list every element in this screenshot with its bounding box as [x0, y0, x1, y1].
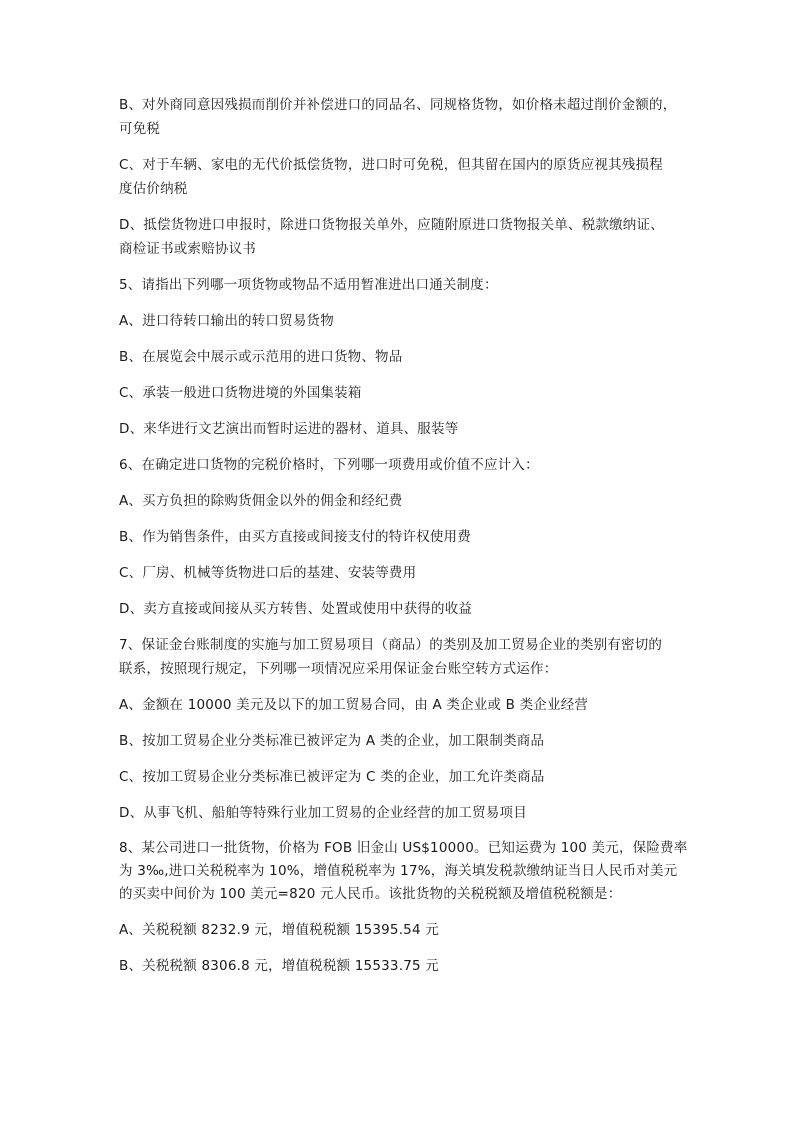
document-body [119, 93, 689, 990]
text-line: C、对于车辆、家电的无代价抵偿货物，进口时可免税，但其留在国内的原货应视其残损程 [119, 157, 663, 173]
text-line: D、从事飞机、船舶等特殊行业加工贸易的企业经营的加工贸易项目 [119, 805, 527, 821]
text-line: D、卖方直接或间接从买方转售、处置或使用中获得的收益 [119, 601, 473, 617]
text-line: B、关税税额 8306.8 元，增值税税额 15533.75 元 [119, 958, 439, 974]
text-line: B、作为销售条件，由买方直接或间接支付的特许权使用费 [119, 529, 471, 545]
text-line: A、买方负担的除购货佣金以外的佣金和经纪费 [119, 493, 403, 509]
q8-stem-paragraph [119, 837, 689, 906]
q7-option-b-paragraph [119, 729, 689, 753]
text-line: D、抵偿货物进口申报时，除进口货物报关单外，应随附原进口货物报关单、税款缴纳证、 [119, 217, 664, 233]
text-line: A、金额在 10000 美元及以下的加工贸易合同，由 A 类企业或 B 类企业经营 [119, 697, 589, 713]
text-line: 5、请指出下列哪一项货物或物品不适用暂准进出口通关制度： [119, 277, 498, 293]
q4-option-b-paragraph [119, 93, 689, 141]
q4-option-d-paragraph [119, 213, 689, 261]
text-line: 6、在确定进口货物的完税价格时，下列哪一项费用或价值不应计入： [119, 457, 539, 473]
q6-option-b-paragraph [119, 525, 689, 549]
text-line: D、来华进行文艺演出而暂时运进的器材、道具、服装等 [119, 421, 459, 437]
q8-option-b-paragraph [119, 954, 689, 978]
q4-option-c-paragraph [119, 153, 689, 201]
q6-option-a-paragraph [119, 489, 689, 513]
text-line: 的买卖中间价为 100 美元=820 元人民币。该批货物的关税税额及增值税税额是： [119, 886, 622, 902]
q5-option-b-paragraph [119, 345, 689, 369]
text-line: 联系，按照现行规定，下列哪一项情况应采用保证金台账空转方式运作： [119, 661, 558, 677]
text-line: B、按加工贸易企业分类标准已被评定为 A 类的企业，加工限制类商品 [119, 733, 545, 749]
q5-stem-paragraph [119, 273, 689, 297]
text-line: 商检证书或索赔协议书 [119, 241, 256, 257]
text-line: 7、保证金台账制度的实施与加工贸易项目（商品）的类别及加工贸易企业的类别有密切的 [119, 637, 663, 653]
q5-option-a-paragraph [119, 309, 689, 333]
text-line: 度估价纳税 [119, 181, 188, 197]
q7-option-a-paragraph [119, 693, 689, 717]
text-line: C、承装一般进口货物进境的外国集装箱 [119, 385, 362, 401]
q6-option-c-paragraph [119, 561, 689, 585]
text-line: C、按加工贸易企业分类标准已被评定为 C 类的企业，加工允许类商品 [119, 769, 545, 785]
q7-stem-paragraph [119, 633, 689, 681]
text-line: 8、某公司进口一批货物，价格为 FOB 旧金山 US$10000。已知运费为 100 美元，保险费率 [119, 840, 688, 856]
q7-option-d-paragraph [119, 801, 689, 825]
q5-option-c-paragraph [119, 381, 689, 405]
q5-option-d-paragraph [119, 417, 689, 441]
text-line: B、对外商同意因残损而削价并补偿进口的同品名、同规格货物，如价格未超过削价金额的， [119, 97, 677, 113]
text-line: A、进口待转口输出的转口贸易货物 [119, 313, 334, 329]
text-line: B、在展览会中展示或示范用的进口货物、物品 [119, 349, 403, 365]
text-line: 为 3‰,进口关税税率为 10%，增值税税率为 17%，海关填发税款缴纳证当日人民币对美元 [119, 863, 678, 879]
text-line: A、关税税额 8232.9 元，增值税税额 15395.54 元 [119, 922, 439, 938]
q7-option-c-paragraph [119, 765, 689, 789]
text-line: 可免税 [119, 121, 161, 137]
q6-stem-paragraph [119, 453, 689, 477]
q6-option-d-paragraph [119, 597, 689, 621]
q8-option-a-paragraph [119, 918, 689, 942]
text-line: C、厂房、机械等货物进口后的基建、安装等费用 [119, 565, 417, 581]
